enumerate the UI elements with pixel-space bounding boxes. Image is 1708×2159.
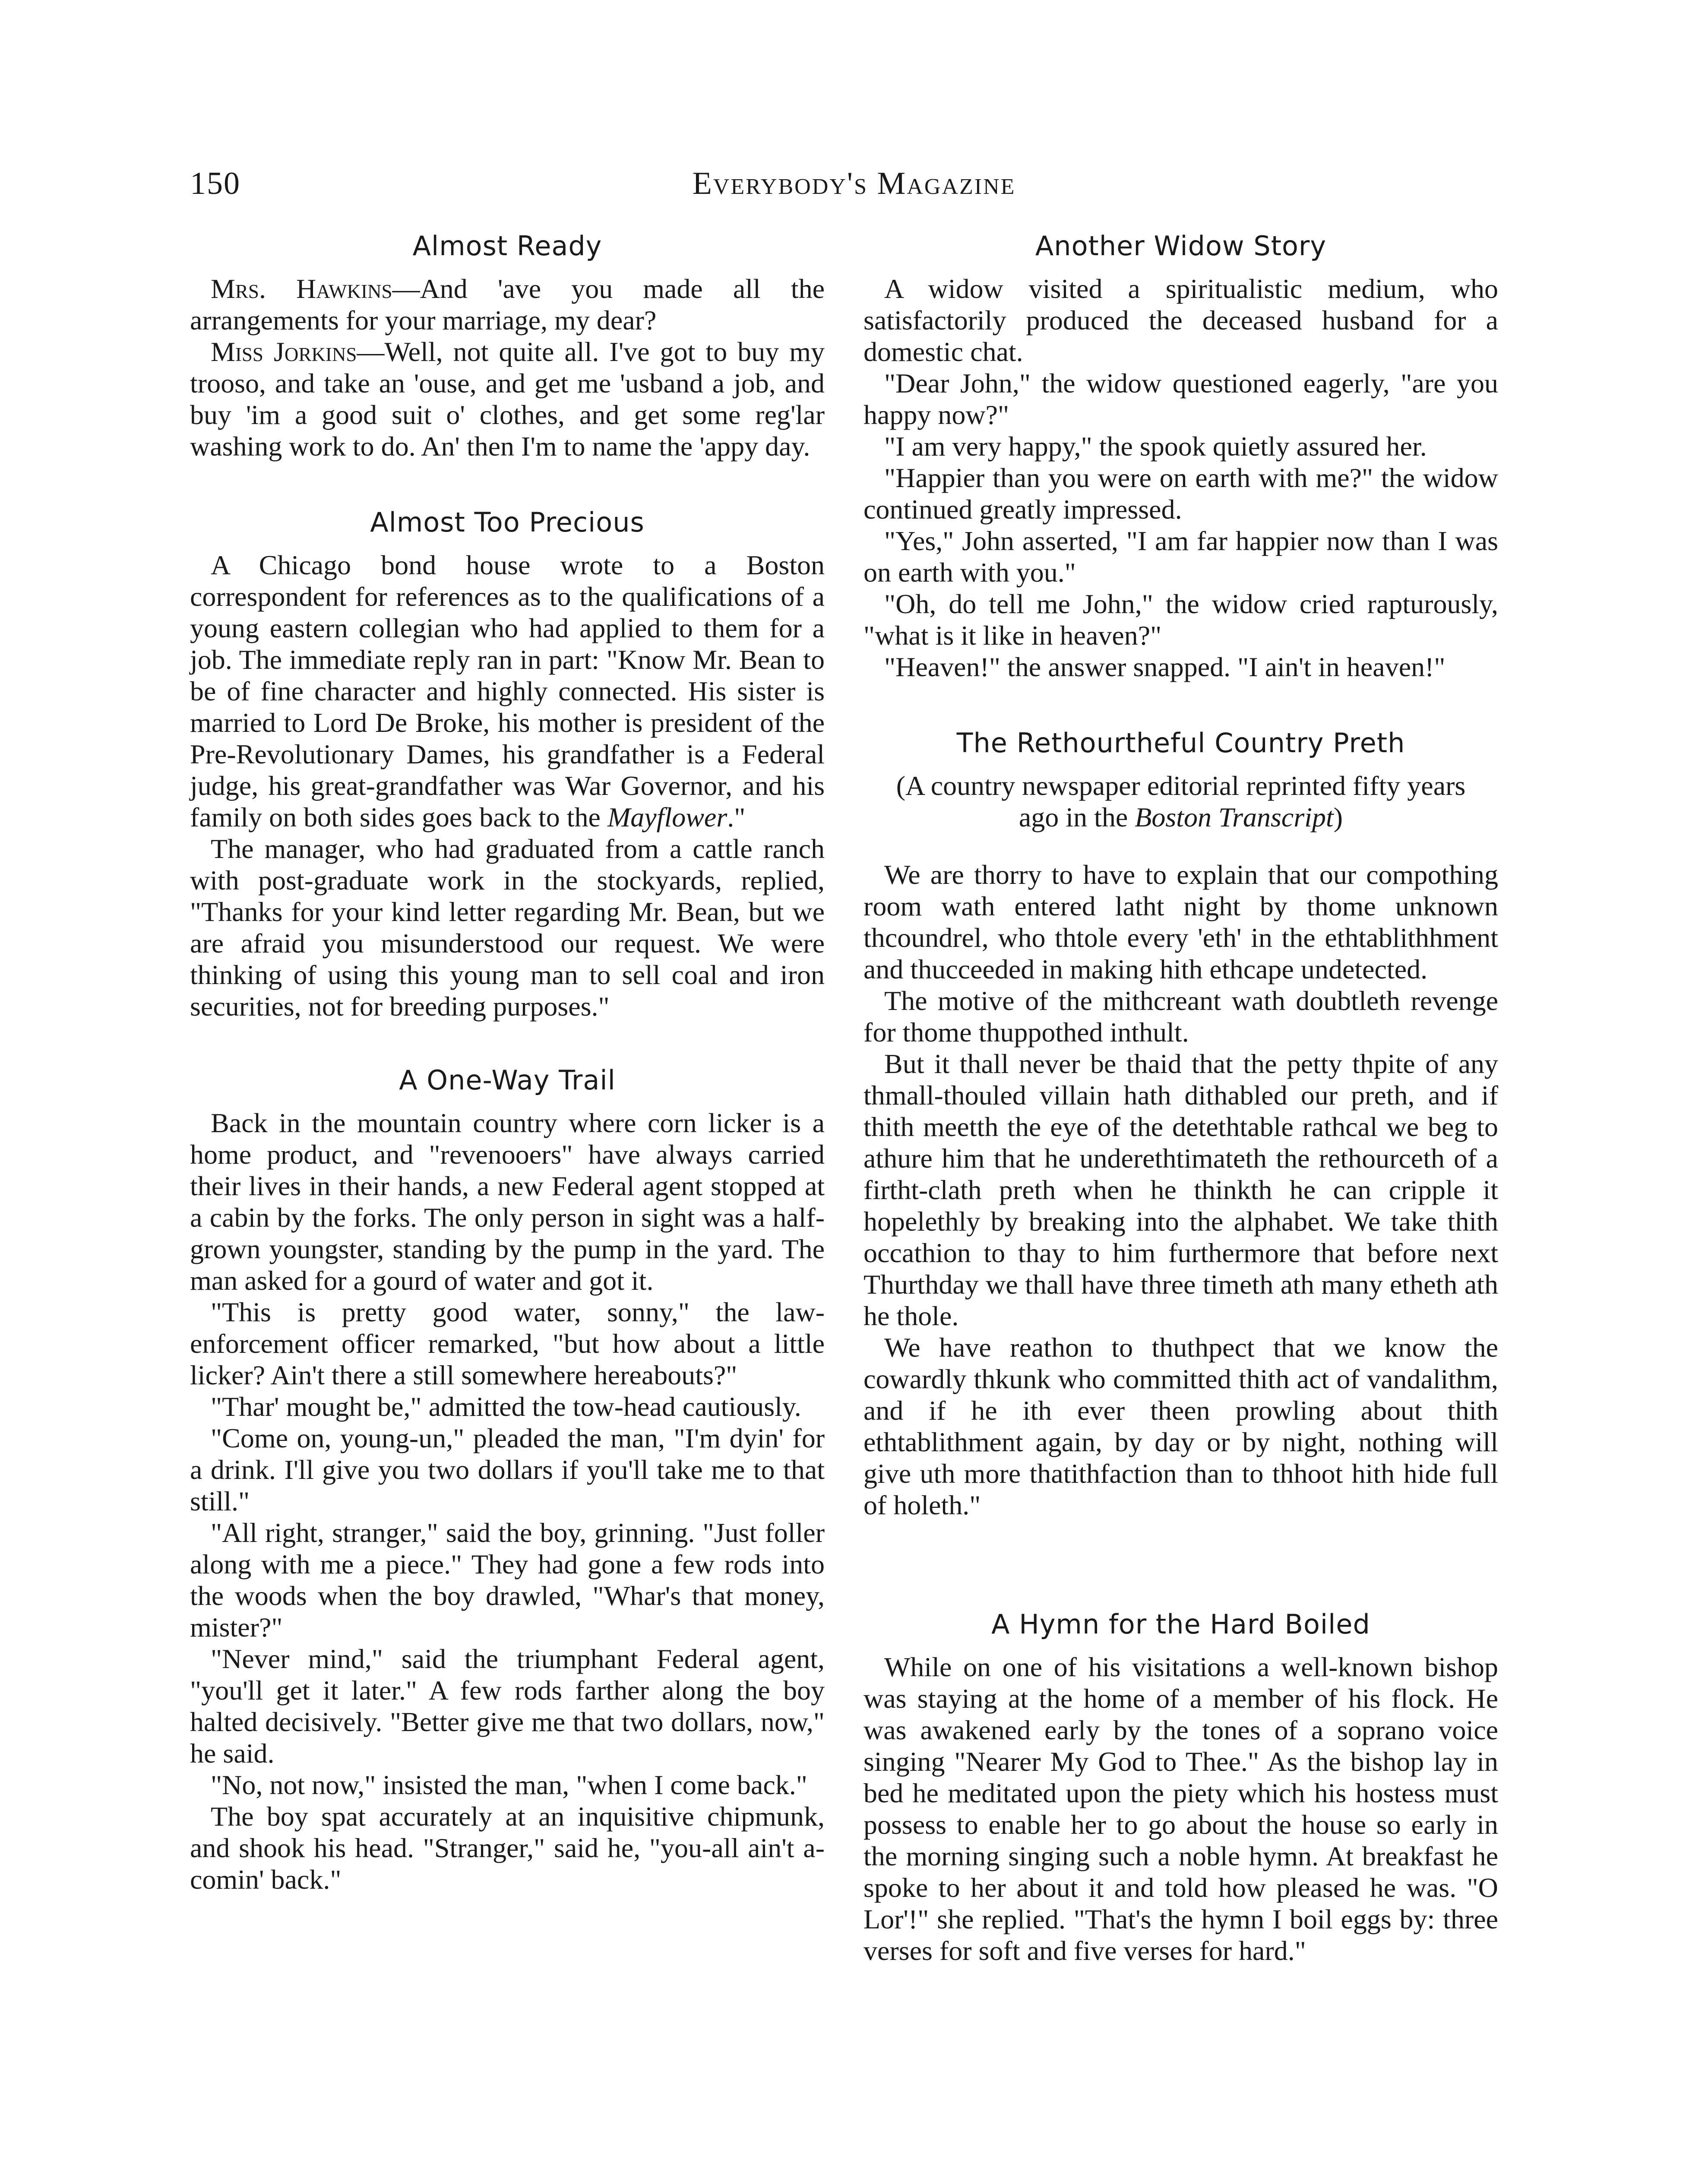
paragraph (190, 336, 825, 462)
dialogue-text: —And 'ave you made all the arrangements for your marriage, my dear? (190, 273, 825, 336)
paragraph: "Thar' mought be," admitted the tow-head cautiously. (211, 1391, 801, 1422)
subtitle-text: ) (1333, 802, 1343, 833)
paragraph-text: ." (727, 802, 746, 833)
page-header (0, 164, 1708, 203)
article-title: Almost Too Precious (370, 507, 645, 538)
paragraph: The motive of the mithcreant wath doubtleth revenge for thome thuppothed inthult. (863, 985, 1498, 1048)
paragraph: "Dear John," the widow questioned eagerly, "are you happy now?" (863, 368, 1498, 430)
paragraph: "I am very happy," the spook quietly assured her. (884, 431, 1427, 462)
page-number: 150 (190, 166, 240, 201)
article-title: Almost Ready (412, 230, 602, 262)
paragraph: The manager, who had graduated from a cattle ranch with post-graduate work in the stockyards, replied, "Thanks for your kind letter regarding Mr. Bean, but we are afraid you misunderstood our request. We were thinking of using this young man to sell coal and iron securities, not for breeding purposes." (190, 833, 825, 1022)
article-title: A One-Way Trail (399, 1064, 616, 1096)
paragraph: "Heaven!" the answer snapped. "I ain't in heaven!" (884, 652, 1445, 682)
article-almost-ready (190, 229, 825, 462)
paragraph: "All right, stranger," said the boy, grinning. "Just foller along with me a piece." They had gone a few rods into the woods when the boy drawled, "Whar's that money, mister?" (190, 1517, 825, 1643)
speaker-name: Mrs. Hawkins (211, 273, 392, 304)
paragraph: We are thorry to have to explain that our compothing room wath entered latht night by thome unknown thcoundrel, who thtole every 'eth' in the ethtablithhment and thucceeded in making hith ethcape undetected. (863, 859, 1498, 985)
paragraph: "Come on, young-un," pleaded the man, "I'm dyin' for a drink. I'll give you two dollars if you'll take me to that still." (190, 1423, 825, 1516)
left-column (190, 229, 825, 1895)
paragraph (190, 549, 825, 833)
article-hymn-hard-boiled (863, 1607, 1498, 1966)
paragraph: While on one of his visitations a well-known bishop was staying at the home of a member of his flock. He was awakened early by the tones of a soprano voice singing "Nearer My God to Thee." As the bishop lay in bed he meditated upon the piety which his hostess must possess to enable her to go about the house so early in the morning singing such a noble hymn. At breakfast he spoke to her about it and told how pleased he was. "O Lor'!" she replied. "That's the hymn I boil eggs by: three verses for soft and five verses for hard." (863, 1652, 1498, 1966)
article-one-way-trail (190, 1063, 825, 1895)
speaker-name: Miss Jorkins (211, 336, 357, 367)
article-rethourtheful-preth (863, 726, 1498, 1521)
paragraph: The boy spat accurately at an inquisitive chipmunk, and shook his head. "Stranger," said he, "you-all ain't a-comin' back." (190, 1801, 825, 1895)
article-title: Another Widow Story (1035, 230, 1327, 262)
subtitle-text: (A country newspaper editorial reprinted fifty years ago in the (896, 770, 1466, 833)
paragraph: "This is pretty good water, sonny," the law-enforcement officer remarked, "but how about a little licker? Ain't there a still somewhere hereabouts?" (190, 1297, 825, 1390)
paragraph: Back in the mountain country where corn licker is a home product, and "revenooers" have always carried their lives in their hands, a new Federal agent stopped at a cabin by the forks. The only person in sight was a half-grown youngster, standing by the pump in the yard. The man asked for a gourd of water and got it. (190, 1108, 825, 1296)
paragraph: A widow visited a spiritualistic medium, who satisfactorily produced the deceased husband for a domestic chat. (863, 273, 1498, 367)
article-subtitle (863, 770, 1498, 833)
dialogue-text: —Well, not quite all. I've got to buy my trooso, and take an 'ouse, and get me 'usband a job, and buy 'im a good suit o' clothes, and get some reg'lar washing work to do. An' then I'm to name the 'appy day. (190, 336, 825, 462)
paragraph-text: A Chicago bond house wrote to a Boston correspondent for references as to the qualifications of a young eastern collegian who had applied to them for a job. The immediate reply ran in part: "Know Mr. Bean to be of fine character and highly connected. His sister is married to Lord De Broke, his mother is president of the Pre-Revolutionary Dames, his grandfather is a Federal judge, his great-grandfather was War Governor, and his family on both sides goes back to the (190, 550, 825, 833)
right-column (863, 229, 1498, 1966)
paragraph: "No, not now," insisted the man, "when I come back." (211, 1770, 807, 1800)
article-almost-too-precious (190, 505, 825, 1022)
paragraph: We have reathon to thuthpect that we know the cowardly thkunk who committed thith act of vandalithm, and if he ith ever theen prowling about thith ethtablithment again, by day or by night, nothing will give uth more thatithfaction than to thhoot hith hide full of holeth." (863, 1332, 1498, 1520)
article-title: The Rethourtheful Country Preth (956, 727, 1405, 759)
paragraph: But it thall never be thaid that the petty thpite of any thmall-thouled villain hath dithabled our preth, and if thith meetth the eye of the detethtable rathcal we beg to athure him that he underethtimateth the rethourceth of a firtht-clath preth when he thinkth he can cripple it hopelethly by breaking into the alphabet. We take thith occathion to thay to him furthermore that before next Thurthday we thall have three timeth ath many etheth ath he thole. (863, 1048, 1498, 1331)
paragraph: "Never mind," said the triumphant Federal agent, "you'll get it later." A few rods farther along the boy halted decisively. "Better give me that two dollars, now," he said. (190, 1643, 825, 1769)
paragraph: "Yes," John asserted, "I am far happier now than I was on earth with you." (863, 526, 1498, 588)
paragraph: "Happier than you were on earth with me?" the widow continued greatly impressed. (863, 462, 1498, 525)
paragraph (190, 273, 825, 336)
newspaper-name: Boston Transcript (1135, 802, 1334, 833)
magazine-title: Everybody's Magazine (692, 166, 1016, 201)
paragraph: "Oh, do tell me John," the widow cried rapturously, "what is it like in heaven?" (863, 589, 1498, 651)
article-another-widow-story (863, 229, 1498, 683)
ship-name: Mayflower (607, 802, 727, 833)
article-title: A Hymn for the Hard Boiled (991, 1608, 1370, 1640)
